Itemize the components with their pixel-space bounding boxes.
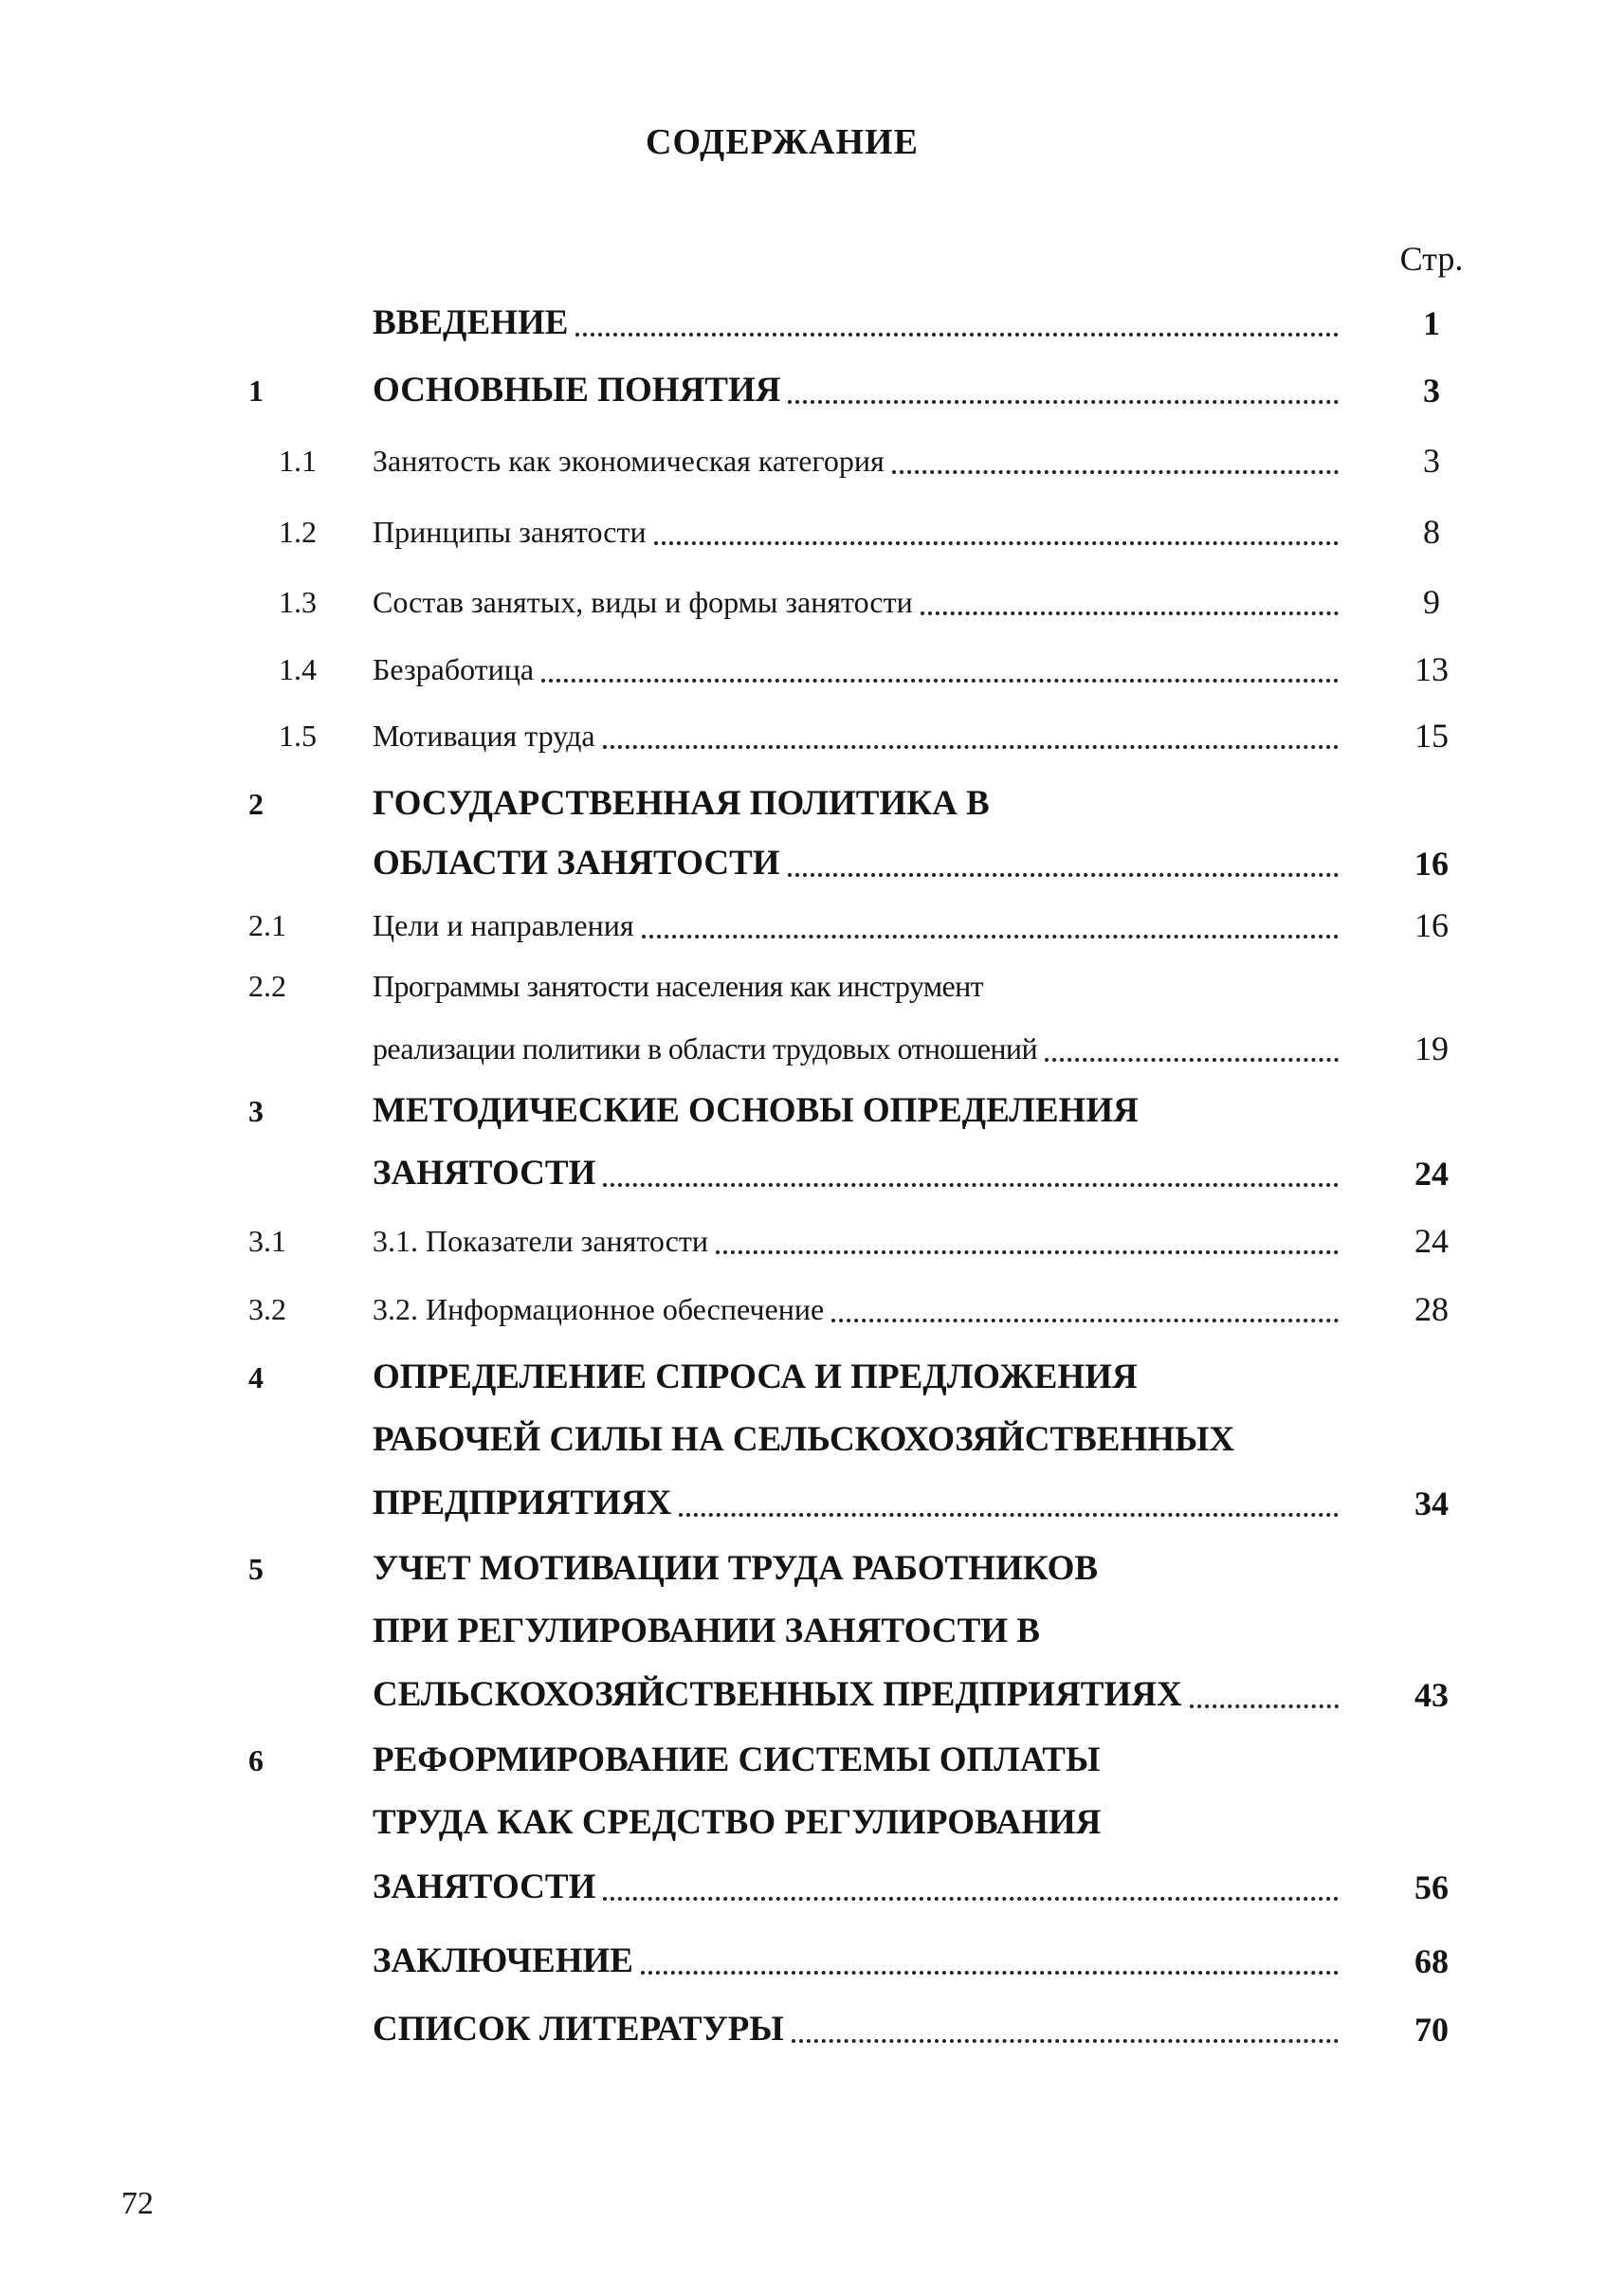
page-number: 72 (121, 2186, 154, 2221)
toc-chapter-line (0, 1602, 1624, 1661)
toc-entry-text-wrap (373, 361, 1342, 420)
toc-entry-text-wrap (373, 1731, 1342, 1790)
toc-entry-title: Принципы занятости (373, 515, 647, 549)
toc-section-line (0, 1280, 1624, 1339)
toc-dot-leader (1045, 1058, 1339, 1062)
toc-entry-number: 2 (248, 787, 264, 821)
toc-entry-title: МЕТОДИЧЕСКИЕ ОСНОВЫ ОПРЕДЕЛЕНИЯ (373, 1091, 1139, 1130)
toc-chapter-line (0, 1731, 1624, 1790)
toc-entry-text-wrap (373, 1082, 1342, 1140)
toc-entry-title: ПРИ РЕГУЛИРОВАНИИ ЗАНЯТОСТИ В (373, 1612, 1040, 1650)
toc-entry-number: 5 (248, 1552, 264, 1586)
toc-entry-text-wrap (373, 1794, 1342, 1852)
toc-chapter-line (0, 1932, 1624, 1991)
toc-page-number: 43 (1414, 1676, 1449, 1714)
toc-entry-number: 1.5 (279, 719, 317, 753)
toc-entry-text-wrap (373, 1602, 1342, 1661)
toc-chapter-line (0, 1411, 1624, 1469)
toc-entry-title: ОСНОВНЫЕ ПОНЯТИЯ (373, 371, 781, 410)
toc-entry-text-wrap (373, 2000, 1342, 2059)
toc-entry-text-wrap (373, 1540, 1342, 1598)
toc-entry-text-wrap (373, 834, 1342, 893)
toc-entry-title: ОБЛАСТИ ЗАНЯТОСТИ (373, 844, 780, 883)
toc-entry-text-wrap (373, 896, 1342, 955)
toc-chapter-line (0, 361, 1624, 420)
toc-entry-text-wrap (373, 1666, 1342, 1724)
toc-entry-text-wrap (373, 1280, 1342, 1339)
toc-page-number: 68 (1414, 1942, 1449, 1980)
toc-entry-title: УЧЕТ МОТИВАЦИИ ТРУДА РАБОТНИКОВ (373, 1549, 1099, 1588)
toc-section-line (0, 573, 1624, 631)
toc-chapter-line (0, 1794, 1624, 1852)
toc-page-number: 1 (1423, 304, 1440, 342)
toc-chapter-line (0, 1858, 1624, 1917)
toc-section-line (0, 502, 1624, 561)
toc-entry-number: 3.2 (248, 1292, 286, 1326)
toc-entry-title: Программы занятости населения как инструмент (373, 969, 984, 1003)
toc-page-number: 24 (1414, 1155, 1449, 1193)
toc-entry-title: Цели и направления (373, 908, 634, 942)
toc-section-line (0, 957, 1624, 1015)
toc-entry-text-wrap (373, 1144, 1342, 1203)
toc-entry-text-wrap (373, 957, 1342, 1015)
toc-page-number: 70 (1414, 2011, 1449, 2049)
toc-entry-number: 6 (248, 1743, 264, 1777)
toc-section-line (0, 896, 1624, 955)
toc-entry-number: 1 (248, 374, 264, 408)
toc-section-line (0, 640, 1624, 699)
toc-entry-text-wrap (373, 1348, 1342, 1407)
toc-entry-text-wrap (373, 706, 1342, 765)
toc-dot-leader (892, 470, 1339, 474)
toc-chapter-line (0, 834, 1624, 893)
toc-entry-title: Состав занятых, виды и формы занятости (373, 585, 913, 619)
toc-entry-title: ЗАКЛЮЧЕНИЕ (373, 1941, 633, 1980)
toc-chapter-line (0, 1474, 1624, 1533)
toc-page-number: 24 (1414, 1222, 1449, 1260)
toc-entry-title: ЗАНЯТОСТИ (373, 1154, 596, 1193)
toc-dot-leader (792, 2039, 1339, 2043)
toc-entry-title: реализации политики в области трудовых отношений (373, 1031, 1037, 1066)
toc-dot-leader (642, 935, 1339, 938)
toc-entry-number: 1.4 (279, 652, 317, 686)
toc-page-number: 13 (1414, 650, 1449, 688)
toc-page-number: 8 (1423, 513, 1440, 551)
toc-chapter-line (0, 2000, 1624, 2059)
toc-chapter-line (0, 294, 1624, 353)
toc-section-line (0, 1019, 1624, 1078)
toc-dot-leader (679, 1513, 1339, 1517)
toc-entry-text-wrap (373, 640, 1342, 699)
toc-page-number: 15 (1414, 717, 1449, 755)
toc-dot-leader (1190, 1704, 1339, 1708)
toc-dot-leader (541, 679, 1339, 683)
toc-dot-leader (575, 333, 1339, 337)
toc-entry-text-wrap (373, 1212, 1342, 1270)
toc-entry-text-wrap (373, 1932, 1342, 1991)
toc-entry-number: 3.1 (248, 1224, 286, 1258)
toc-entry-title: ТРУДА КАК СРЕДСТВО РЕГУЛИРОВАНИЯ (373, 1803, 1102, 1842)
toc-dot-leader (603, 745, 1339, 749)
toc-section-line (0, 431, 1624, 490)
toc-entry-title: Безработица (373, 652, 535, 686)
toc-entry-text-wrap (373, 1019, 1342, 1078)
toc-entry-title: СЕЛЬСКОХОЗЯЙСТВЕННЫХ ПРЕДПРИЯТИЯХ (373, 1675, 1182, 1714)
toc-entry-number: 1.1 (279, 444, 317, 478)
toc-page-number: 28 (1414, 1290, 1449, 1328)
toc-chapter-line (0, 774, 1624, 833)
toc-entry-text-wrap (373, 294, 1342, 353)
toc-entry-text-wrap (373, 1411, 1342, 1469)
toc-dot-leader (788, 873, 1339, 877)
toc-section-line (0, 1212, 1624, 1270)
toc-entry-text-wrap (373, 1474, 1342, 1533)
toc-entry-number: 4 (248, 1360, 264, 1394)
toc-entry-title: РАБОЧЕЙ СИЛЫ НА СЕЛЬСКОХОЗЯЙСТВЕННЫХ (373, 1420, 1235, 1459)
toc-page-number: 34 (1414, 1485, 1449, 1522)
toc-page-number: 19 (1414, 1030, 1449, 1067)
toc-page-number: 16 (1414, 845, 1449, 883)
toc-entry-number: 3 (248, 1094, 264, 1128)
page-column-header: Стр. (1399, 240, 1464, 278)
toc-entry-title: Мотивация труда (373, 719, 595, 753)
page-title: СОДЕРЖАНИЕ (646, 122, 919, 162)
toc-entry-title: 3.2. Информационное обеспечение (373, 1292, 825, 1326)
toc-entry-text-wrap (373, 573, 1342, 631)
toc-entry-title: Занятость как экономическая категория (373, 444, 885, 478)
toc-dot-leader (603, 1897, 1339, 1901)
toc-entry-title: ОПРЕДЕЛЕНИЕ СПРОСА И ПРЕДЛОЖЕНИЯ (373, 1358, 1138, 1396)
toc-page-number: 3 (1423, 442, 1440, 480)
toc-entry-text-wrap (373, 1858, 1342, 1917)
toc-chapter-line (0, 1540, 1624, 1598)
toc-page-number: 56 (1414, 1868, 1449, 1906)
toc-entry-text-wrap (373, 431, 1342, 490)
toc-chapter-line (0, 1144, 1624, 1203)
toc-entry-title: 3.1. Показатели занятости (373, 1224, 709, 1258)
toc-chapter-line (0, 1666, 1624, 1724)
toc-entry-title: РЕФОРМИРОВАНИЕ СИСТЕМЫ ОПЛАТЫ (373, 1740, 1101, 1779)
toc-dot-leader (641, 1971, 1339, 1975)
toc-entry-title: ЗАНЯТОСТИ (373, 1868, 596, 1906)
toc-entry-number: 1.3 (279, 585, 317, 619)
toc-chapter-line (0, 1348, 1624, 1407)
toc-page-number: 16 (1414, 906, 1449, 944)
toc-entry-text-wrap (373, 502, 1342, 561)
toc-page-number: 3 (1423, 372, 1440, 410)
toc-dot-leader (788, 400, 1339, 404)
toc-entry-number: 2.1 (248, 908, 286, 942)
toc-dot-leader (654, 541, 1339, 545)
toc-entry-title: ПРЕДПРИЯТИЯХ (373, 1484, 672, 1522)
toc-entry-text-wrap (373, 774, 1342, 833)
toc-entry-title: ВВЕДЕНИЕ (373, 303, 569, 342)
toc-chapter-line (0, 1082, 1624, 1140)
toc-dot-leader (603, 1183, 1339, 1187)
toc-entry-title: СПИСОК ЛИТЕРАТУРЫ (373, 2010, 784, 2049)
toc-section-line (0, 706, 1624, 765)
toc-entry-number: 1.2 (279, 515, 317, 549)
toc-entry-title: ГОСУДАРСТВЕННАЯ ПОЛИТИКА В (373, 784, 990, 823)
toc-dot-leader (716, 1250, 1339, 1254)
toc-dot-leader (921, 611, 1339, 615)
toc-dot-leader (831, 1319, 1339, 1322)
toc-page-number: 9 (1423, 583, 1440, 621)
toc-entry-number: 2.2 (248, 969, 286, 1003)
